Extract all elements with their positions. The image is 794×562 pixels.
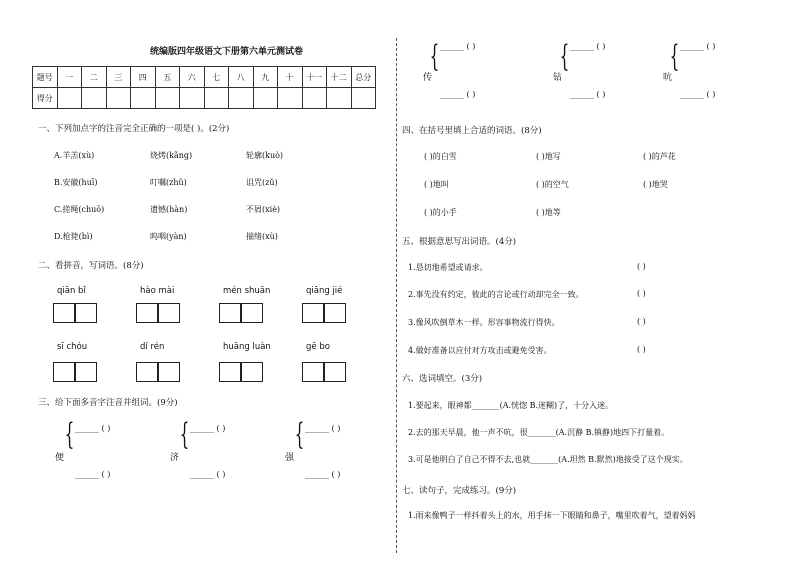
score-header-cell: 十 [278,67,303,88]
score-input-cell[interactable] [302,88,327,109]
q2-answer-box[interactable] [324,303,346,323]
q4-fill-blank[interactable]: ( )地哭 [643,180,668,189]
q3-answer-line[interactable]: ______ ( ) [570,90,606,99]
q3-answer-line[interactable]: ______ ( ) [440,90,476,99]
q6-prompt: 六、选词填空。(3分) [402,374,483,384]
q1-option: C.搓绳(chuō) [54,205,105,214]
q4-fill-blank[interactable]: ( )地等 [536,208,561,217]
q2-pinyin: qiāng jié [306,286,343,296]
score-header-cell: 九 [253,67,278,88]
score-header-cell: 五 [155,67,180,88]
score-header-cell: 总分 [351,67,376,88]
q2-answer-box[interactable] [136,362,158,382]
q2-answer-box[interactable] [53,303,75,323]
q1-option: 烧烤(kǎng) [150,151,193,160]
q3-polyphone-char: 便 [55,453,65,463]
q6-sentence: 3.可是他明白了自己不得不去,也就_______(A.坦然 B.默然)地接受了这个现实。 [408,455,688,464]
q1-option: B.安徽(huī) [54,178,98,187]
q5-definition: 2.事先没有约定，彼此的言论或行动却完全一致。 [408,290,584,299]
q6-sentence: 1.要起来，眼神都_______(A.恍惚 B.迷糊)了，十分入迷。 [408,401,614,410]
score-input-cell[interactable] [131,88,156,109]
score-header-cell: 八 [229,67,254,88]
q5-answer-blank[interactable]: ( ) [637,262,646,271]
q1-option: 揣绪(xù) [246,232,278,241]
q5-definition: 3.像风吹倒草木一样。形容事物流行得快。 [408,318,560,327]
q4-fill-blank[interactable]: ( )地写 [536,152,561,161]
q4-fill-blank[interactable]: ( )的小手 [424,208,457,217]
page-title: 统编版四年级语文下册第六单元测试卷 [150,47,304,57]
q2-pinyin: mén shuān [223,286,271,296]
q1-option: A.羊羔(xù) [54,151,95,160]
q2-answer-box[interactable] [219,362,241,382]
q3-polyphone-char: 强 [285,453,295,463]
q2-answer-box[interactable] [241,362,263,382]
q3-answer-line[interactable]: ______ ( ) [75,470,111,479]
q1-option: 诅咒(zǔ) [246,178,278,187]
score-header-cell: 题号 [33,67,58,88]
q3-answer-line[interactable]: ______ ( ) [680,42,716,51]
q3-answer-line[interactable]: ______ ( ) [570,42,606,51]
q5-answer-blank[interactable]: ( ) [637,317,646,326]
score-input-cell[interactable] [204,88,229,109]
q1-option: 轮廓(kuò) [246,151,284,160]
q4-fill-blank[interactable]: ( )地叫 [424,180,449,189]
q3-answer-line[interactable]: ______ ( ) [75,424,111,433]
score-header-cell: 七 [204,67,229,88]
q2-answer-box[interactable] [136,303,158,323]
q3-polyphone-char: 吭 [663,73,673,83]
score-input-cell[interactable] [180,88,205,109]
q5-answer-blank[interactable]: ( ) [637,289,646,298]
score-header-cell: 十一 [302,67,327,88]
score-input-cell[interactable] [253,88,278,109]
q2-answer-box[interactable] [158,303,180,323]
score-row-label: 得分 [33,88,58,109]
q3-answer-line[interactable]: ______ ( ) [190,424,226,433]
q3-polyphone-char: 济 [170,453,180,463]
q2-prompt: 二、看拼音，写词语。(8分) [38,261,144,271]
score-input-cell[interactable] [155,88,180,109]
score-header-cell: 六 [180,67,205,88]
score-header-cell: 四 [131,67,156,88]
q2-answer-box[interactable] [302,362,324,382]
q3-brace: { [559,39,570,74]
q1-prompt: 一、下列加点字的注音完全正确的一项是( )。(2分) [38,124,230,134]
q5-definition: 1.恳切地希望或请求。 [408,263,488,272]
q4-fill-blank[interactable]: ( )的芦花 [643,152,676,161]
q3-brace: { [64,417,75,452]
score-input-cell[interactable] [278,88,303,109]
score-table [32,66,376,109]
q3-answer-line[interactable]: ______ ( ) [680,90,716,99]
q3-answer-line[interactable]: ______ ( ) [305,470,341,479]
q5-definition: 4.做好准备以应付对方攻击或避免受害。 [408,346,552,355]
q5-prompt: 五、根据意思写出词语。(4分) [402,237,517,247]
column-divider [396,38,397,553]
q2-pinyin: gē bo [306,342,330,352]
q6-sentence: 2.去的那天早晨，他一声不吭，很_______(A.沉静 B.镇静)地四下打量着。 [408,428,670,437]
q2-pinyin: dí rén [140,342,165,352]
score-input-cell[interactable] [106,88,131,109]
q4-prompt: 四、在括号里填上合适的词语。(8分) [402,126,542,136]
q3-answer-line[interactable]: ______ ( ) [305,424,341,433]
q1-option: D.枪毙(bì) [54,232,93,241]
q2-answer-box[interactable] [75,303,97,323]
q3-prompt: 三、给下面多音字注音并组词。(9分) [38,398,178,408]
q2-pinyin: qiān bǐ [57,286,86,296]
q4-fill-blank[interactable]: ( )的白雪 [424,152,457,161]
q4-fill-blank[interactable]: ( )的空气 [536,180,569,189]
q2-answer-box[interactable] [324,362,346,382]
q3-brace: { [669,39,680,74]
q3-brace: { [429,39,440,74]
score-input-cell[interactable] [327,88,352,109]
q2-answer-box[interactable] [302,303,324,323]
q2-pinyin: huāng luàn [223,342,271,352]
q7-prompt: 七、读句子，完成练习。(9分) [402,486,517,496]
score-input-cell[interactable] [57,88,82,109]
q2-answer-box[interactable] [219,303,241,323]
score-input-cell[interactable] [82,88,107,109]
q1-option: 叮嘱(zhǔ) [150,178,187,187]
q2-pinyin: hào mài [140,286,175,296]
q3-answer-line[interactable]: ______ ( ) [440,42,476,51]
q2-answer-box[interactable] [241,303,263,323]
q1-option: 不屑(xiè) [246,205,281,214]
q2-answer-box[interactable] [158,362,180,382]
score-header-cell: 一 [57,67,82,88]
q2-pinyin: sī chóu [57,342,88,352]
q2-answer-box[interactable] [75,362,97,382]
q3-polyphone-char: 传 [423,73,433,83]
score-header-cell: 十二 [327,67,352,88]
score-header-cell: 三 [106,67,131,88]
score-input-cell[interactable] [229,88,254,109]
q3-brace: { [294,417,305,452]
q3-brace: { [179,417,190,452]
q3-answer-line[interactable]: ______ ( ) [190,470,226,479]
score-input-cell[interactable] [351,88,376,109]
q1-option: 遗憾(hàn) [150,205,188,214]
q2-answer-box[interactable] [53,362,75,382]
q3-polyphone-char: 钻 [553,73,563,83]
q1-option: 呜咽(yàn) [150,232,187,241]
q7-sentence: 1.雨来像鸭子一样抖着头上的水，用手抹一下眼睛和鼻子，嘴里吹着气，望着妈妈 [408,511,696,520]
score-header-cell: 二 [82,67,107,88]
q5-answer-blank[interactable]: ( ) [637,345,646,354]
